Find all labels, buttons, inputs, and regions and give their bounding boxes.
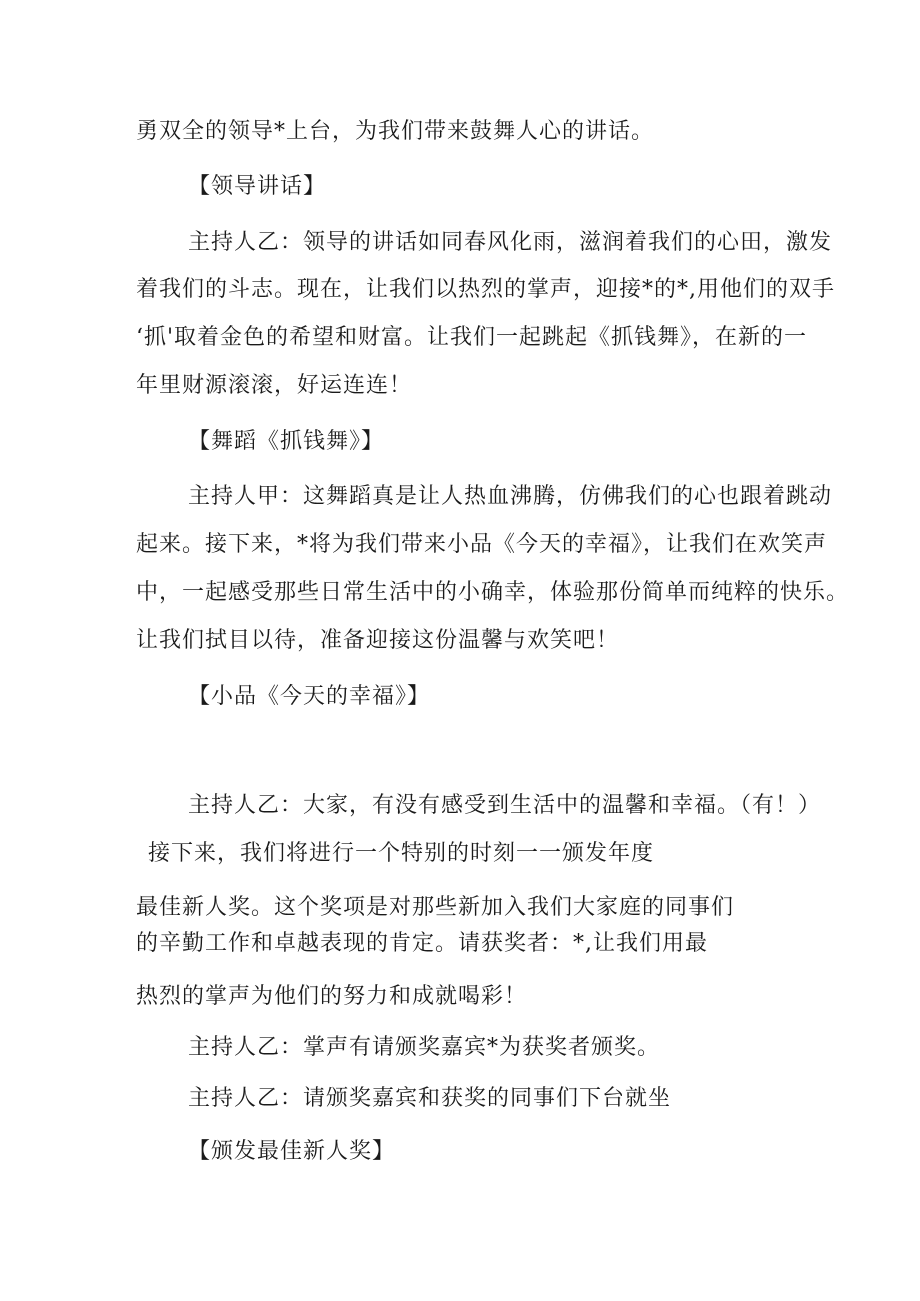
section-heading: 【颁发最佳新人奖】 — [188, 1139, 396, 1164]
text-line: 着我们的斗志。现在，让我们以热烈的掌声，迎接*的*,用他们的双手 — [136, 277, 835, 302]
text-line: 主持人乙：掌声有请颁奖嘉宾*为获奖者颁奖。 — [188, 1035, 661, 1060]
text-line: 的辛勤工作和卓越表现的肯定。请获奖者：*,让我们用最 — [136, 931, 708, 956]
text-line: 年里财源滚滚，好运连连！ — [136, 373, 413, 398]
text-line: 接下来，我们将进行一个特别的时刻一一颁发年度 — [148, 841, 655, 866]
text-line: 中，一起感受那些日常生活中的小确幸，体验那份简单而纯粹的快乐。 — [136, 580, 850, 605]
text-line: 主持人乙：大家，有没有感受到生活中的温馨和幸福。（有！） — [188, 793, 822, 818]
text-line: 主持人乙：请颁奖嘉宾和获奖的同事们下台就坐 — [188, 1086, 672, 1111]
text-line: 最佳新人奖。这个奖项是对那些新加入我们大家庭的同事们 — [136, 895, 735, 920]
text-line: 主持人乙：领导的讲话如同春风化雨，滋润着我们的心田，激发 — [188, 230, 833, 255]
section-heading: 【领导讲话】 — [188, 174, 327, 199]
text-line: 主持人甲：这舞蹈真是让人热血沸腾，仿佛我们的心也跟着跳动 — [188, 484, 833, 509]
text-line: 让我们拭目以待，准备迎接这份温馨与欢笑吧！ — [136, 628, 620, 653]
section-heading: 【小品《今天的幸福》】 — [188, 684, 431, 709]
text-line: 起来。接下来，*将为我们带来小品《今天的幸福》，让我们在欢笑声 — [136, 532, 828, 557]
text-line: 勇双全的领导*上台，为我们带来鼓舞人心的讲话。 — [136, 119, 655, 144]
section-heading: 【舞蹈《抓钱舞》】 — [188, 429, 385, 454]
text-line: ‘抓'取着金色的希望和财富。让我们一起跳起《抓钱舞》，在新的一 — [136, 325, 808, 350]
text-line: 热烈的掌声为他们的努力和成就喝彩！ — [136, 984, 528, 1009]
